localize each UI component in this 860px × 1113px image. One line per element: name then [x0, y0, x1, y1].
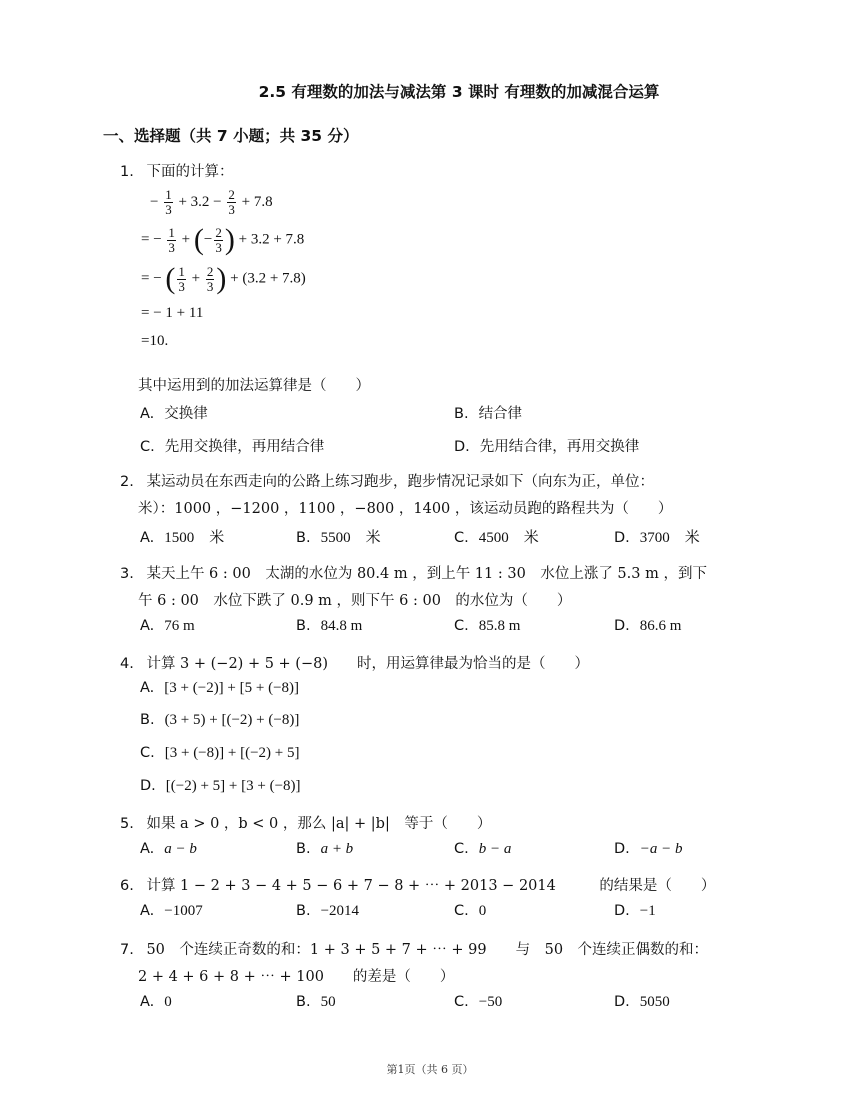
option-letter: A.	[140, 530, 155, 546]
question-number: 5.	[120, 816, 134, 832]
fraction	[214, 226, 223, 255]
option-letter: B.	[296, 618, 311, 634]
option-a[interactable]	[140, 618, 195, 635]
fraction	[227, 188, 236, 217]
option-letter: C.	[140, 439, 155, 455]
calc-text: + 3.2 −	[178, 193, 222, 210]
option-text: 交换律	[164, 406, 208, 422]
option-letter: B.	[296, 530, 311, 546]
option-text: 3700 米	[639, 530, 700, 546]
option-letter: D.	[614, 530, 630, 546]
option-text: 86.6 m	[639, 618, 682, 634]
numerator: 1	[178, 263, 185, 279]
fraction	[167, 226, 176, 255]
denominator: 3	[165, 202, 172, 217]
option-letter: B.	[296, 841, 311, 857]
option-letter: A.	[140, 618, 155, 634]
option-b[interactable]	[296, 994, 336, 1011]
calc-line-2	[141, 225, 304, 255]
option-c[interactable]	[454, 994, 502, 1011]
numerator: 2	[215, 224, 222, 240]
option-d[interactable]	[140, 778, 301, 795]
option-text: −a − b	[639, 841, 683, 857]
option-d[interactable]	[614, 526, 700, 547]
option-text: [(−2) + 5] + [3 + (−8)]	[165, 778, 301, 794]
option-text: 4500 米	[478, 530, 539, 546]
question-text: 50 个连续正奇数的和：1 + 3 + 5 + 7 + ⋯ + 99 与 50 个连续正偶数的和：	[146, 942, 709, 958]
option-b[interactable]	[454, 402, 522, 423]
calc-line-5: =10.	[141, 333, 169, 349]
question-text-cont: 2 + 4 + 6 + 8 + ⋯ + 100 的差是（ ）	[138, 969, 455, 985]
paren-left: (	[165, 262, 176, 295]
option-text: 先用结合律，再用交换律	[479, 439, 640, 455]
option-text: 85.8 m	[478, 618, 521, 634]
option-letter: C.	[454, 841, 469, 857]
option-letter: A.	[140, 841, 155, 857]
calc-text: +	[191, 270, 201, 287]
option-letter: B.	[454, 406, 469, 422]
option-letter: D.	[614, 841, 630, 857]
option-text: 0	[164, 994, 172, 1010]
option-a[interactable]	[140, 526, 224, 547]
option-c[interactable]	[454, 618, 520, 635]
option-text: −1	[639, 903, 656, 919]
page-footer: 第1页（共 6 页）	[386, 1063, 474, 1076]
denominator: 3	[215, 239, 222, 255]
option-b[interactable]	[296, 526, 381, 547]
option-c[interactable]	[454, 903, 486, 920]
question-1	[120, 160, 233, 181]
option-d[interactable]	[614, 903, 656, 920]
calc-text: = −	[141, 270, 162, 287]
question-text: 下面的计算：	[146, 164, 234, 180]
option-letter: D.	[614, 903, 630, 919]
option-text: a − b	[164, 841, 197, 857]
option-b[interactable]	[140, 712, 299, 729]
option-text: 结合律	[478, 406, 523, 422]
option-c[interactable]	[454, 841, 511, 858]
option-b[interactable]	[296, 618, 362, 635]
option-letter: C.	[454, 530, 469, 546]
option-a[interactable]	[140, 680, 299, 697]
question-text: 计算 3 + (−2) + 5 + (−8) 时，用运算律最为恰当的是（ ）	[146, 656, 589, 672]
option-letter: D.	[614, 994, 630, 1010]
option-text: −50	[478, 994, 503, 1010]
option-letter: D.	[454, 439, 470, 455]
calc-text: + (3.2 + 7.8)	[230, 270, 306, 287]
question-text-cont: 米）：1000 ，−1200 ，1100 ，−800 ，1400 ，该运动员跑的路程共为（ ）	[138, 501, 673, 517]
question-number: 2.	[120, 474, 134, 490]
paren-right: )	[224, 223, 235, 256]
option-letter: A.	[140, 406, 155, 422]
option-d[interactable]	[614, 618, 681, 635]
paren-left: (	[193, 223, 204, 256]
option-a[interactable]	[140, 903, 203, 920]
option-text: (3 + 5) + [(−2) + (−8)]	[164, 712, 300, 728]
option-d[interactable]	[454, 435, 639, 456]
option-text: −1007	[164, 903, 203, 919]
question-text: 计算 1 − 2 + 3 − 4 + 5 − 6 + 7 − 8 + ⋯ + 2013 − 2014 的结果是（ ）	[146, 878, 716, 894]
question-number: 6.	[120, 878, 134, 894]
question-2	[120, 470, 654, 491]
option-c[interactable]	[140, 745, 300, 762]
option-letter: D.	[140, 778, 156, 794]
option-text: 76 m	[164, 618, 195, 634]
option-a[interactable]	[140, 841, 197, 858]
fraction	[177, 265, 186, 294]
option-text: b − a	[478, 841, 512, 857]
question-number: 3.	[120, 566, 134, 582]
option-a[interactable]	[140, 402, 208, 423]
question-text-cont: 午 6 : 00 水位下跌了 0.9 m ，则下午 6 : 00 的水位为（ ）	[138, 593, 572, 609]
question-3	[120, 562, 707, 583]
numerator: 2	[228, 187, 235, 202]
fraction	[164, 188, 173, 217]
calc-text: −	[150, 193, 159, 210]
option-letter: C.	[140, 745, 155, 761]
calc-text: +	[181, 231, 191, 248]
option-letter: C.	[454, 903, 469, 919]
option-letter: B.	[296, 994, 311, 1010]
question-number: 4.	[120, 656, 134, 672]
calc-text: + 7.8	[241, 193, 273, 210]
option-letter: C.	[454, 618, 469, 634]
question-6	[120, 874, 715, 895]
numerator: 2	[206, 263, 214, 279]
option-letter: B.	[140, 712, 155, 728]
question-5	[120, 812, 491, 833]
question-4	[120, 652, 589, 673]
question-text: 某运动员在东西走向的公路上练习跑步，跑步情况记录如下（向东为正，单位：	[146, 474, 654, 490]
option-text: 50	[320, 994, 336, 1010]
option-text: 5500 米	[320, 530, 381, 546]
fraction	[206, 265, 215, 294]
question-text: 如果 a > 0 ，b < 0 ，那么 |a| + |b| 等于（ ）	[146, 816, 492, 832]
option-text: 0	[478, 903, 487, 919]
denominator: 3	[206, 278, 214, 294]
option-text: 5050	[639, 994, 670, 1010]
question-prompt: 其中运用到的加法运算律是（ ）	[138, 378, 370, 394]
option-d[interactable]	[614, 994, 670, 1011]
option-letter: A.	[140, 903, 155, 919]
page-title: 2.5 有理数的加法与减法第 3 课时 有理数的加减混合运算	[258, 83, 660, 101]
denominator: 3	[168, 239, 175, 255]
option-c[interactable]	[454, 526, 539, 547]
option-letter: B.	[296, 903, 311, 919]
option-letter: C.	[454, 994, 469, 1010]
question-number: 7.	[120, 942, 134, 958]
question-7	[120, 938, 708, 959]
denominator: 3	[178, 278, 185, 294]
option-text: 1500 米	[164, 530, 225, 546]
option-text: [3 + (−2)] + [5 + (−8)]	[164, 680, 300, 696]
option-b[interactable]	[296, 903, 359, 920]
calc-line-1	[150, 188, 273, 217]
calc-text: = −	[141, 231, 162, 248]
denominator: 3	[228, 202, 235, 217]
option-text: a + b	[320, 841, 354, 857]
option-b[interactable]	[296, 841, 353, 858]
paren-right: )	[216, 262, 227, 295]
option-text: 先用交换律，再用结合律	[164, 439, 325, 455]
option-d[interactable]	[614, 841, 683, 858]
option-letter: A.	[140, 680, 155, 696]
option-text: [3 + (−8)] + [(−2) + 5]	[164, 745, 300, 761]
section-heading: 一、选择题（共 7 小题；共 35 分）	[103, 127, 359, 145]
option-text: −2014	[320, 903, 360, 919]
option-c[interactable]	[140, 435, 324, 456]
calc-line-4: = − 1 + 11	[141, 305, 204, 321]
option-text: 84.8 m	[320, 618, 363, 634]
numerator: 1	[165, 187, 172, 202]
question-number: 1.	[120, 164, 134, 180]
calc-line-3	[141, 264, 306, 294]
calc-text: + 3.2 + 7.8	[238, 231, 305, 248]
option-a[interactable]	[140, 994, 172, 1011]
calc-text: −	[203, 231, 213, 248]
option-letter: D.	[614, 618, 630, 634]
option-letter: A.	[140, 994, 155, 1010]
numerator: 1	[168, 224, 175, 240]
question-text: 某天上午 6 : 00 太湖的水位为 80.4 m ，到上午 11 : 30 水位上涨了 5.3 m ，到下	[146, 566, 707, 582]
